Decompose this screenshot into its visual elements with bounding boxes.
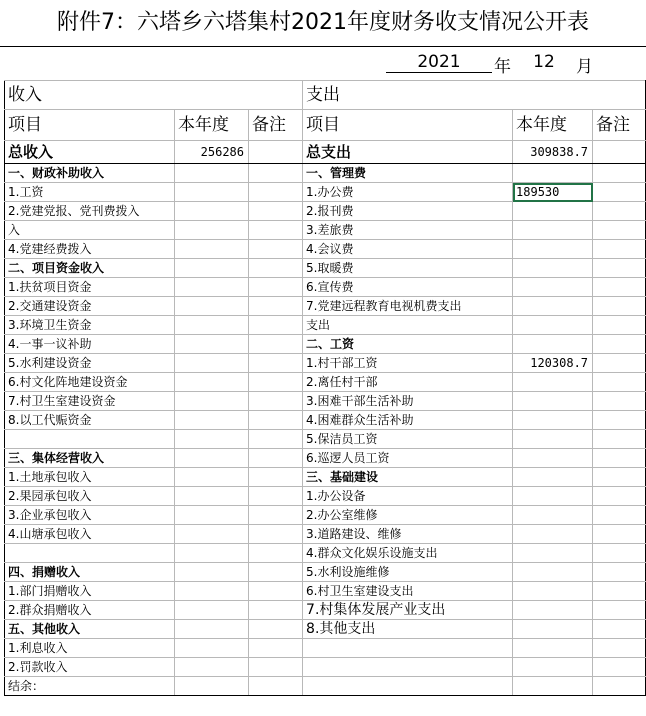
report-year: 2021 xyxy=(386,52,492,73)
expense-total-label[interactable]: 总支出 xyxy=(303,141,513,164)
expense-item-cell[interactable]: 3.困难干部生活补助 xyxy=(303,392,513,411)
income-item-cell[interactable] xyxy=(5,544,175,563)
expense-amount-cell[interactable] xyxy=(513,563,593,582)
income-amount-cell[interactable] xyxy=(175,354,249,373)
table-row xyxy=(5,449,646,468)
expense-item-cell[interactable]: 二、工资 xyxy=(303,335,513,354)
table-row xyxy=(5,221,646,240)
expense-note-cell[interactable] xyxy=(593,620,646,639)
expense-amount-cell[interactable] xyxy=(513,430,593,449)
income-note-cell[interactable] xyxy=(249,582,303,601)
income-note-cell[interactable] xyxy=(249,259,303,278)
table-row xyxy=(5,601,646,620)
expense-note-cell[interactable] xyxy=(593,449,646,468)
income-total-note[interactable] xyxy=(249,141,303,164)
table-row xyxy=(5,259,646,278)
table-row xyxy=(5,582,646,601)
income-item-cell[interactable]: 入 xyxy=(5,221,175,240)
income-amount-cell[interactable] xyxy=(175,183,249,202)
income-total-label[interactable]: 总收入 xyxy=(5,141,175,164)
income-note-cell[interactable] xyxy=(249,487,303,506)
table-row xyxy=(5,677,646,696)
income-item-cell[interactable]: 1.土地承包收入 xyxy=(5,468,175,487)
expense-col-note[interactable]: 备注 xyxy=(593,110,646,141)
income-note-cell[interactable] xyxy=(249,240,303,259)
table-row xyxy=(5,335,646,354)
expense-amount-cell[interactable] xyxy=(513,202,593,221)
income-amount-cell[interactable] xyxy=(175,582,249,601)
expense-amount-cell[interactable] xyxy=(513,601,593,620)
income-item-cell[interactable]: 3.环境卫生资金 xyxy=(5,316,175,335)
income-amount-cell[interactable] xyxy=(175,506,249,525)
expense-amount-cell[interactable]: 120308.7 xyxy=(513,354,593,373)
expense-total-note[interactable] xyxy=(593,141,646,164)
column-header-row xyxy=(5,110,646,141)
expense-amount-cell[interactable] xyxy=(513,221,593,240)
expense-amount-cell[interactable] xyxy=(513,392,593,411)
expense-note-cell[interactable] xyxy=(593,183,646,202)
income-note-cell[interactable] xyxy=(249,297,303,316)
expense-amount-cell[interactable] xyxy=(513,658,593,677)
income-item-cell[interactable]: 2.罚款收入 xyxy=(5,658,175,677)
income-item-cell[interactable]: 1.工资 xyxy=(5,183,175,202)
income-item-cell[interactable]: 2.党建党报、党刊费拨入 xyxy=(5,202,175,221)
expense-note-cell[interactable] xyxy=(593,164,646,183)
expense-item-cell[interactable]: 3.差旅费 xyxy=(303,221,513,240)
expense-amount-cell[interactable] xyxy=(513,373,593,392)
expense-note-cell[interactable] xyxy=(593,316,646,335)
expense-note-cell[interactable] xyxy=(593,639,646,658)
income-note-cell[interactable] xyxy=(249,183,303,202)
income-note-cell[interactable] xyxy=(249,278,303,297)
table-row xyxy=(5,563,646,582)
table-row xyxy=(5,620,646,639)
expense-item-cell[interactable]: 8.其他支出 xyxy=(303,620,513,639)
expense-amount-cell[interactable]: 189530 xyxy=(513,183,593,202)
table-row xyxy=(5,430,646,449)
income-amount-cell[interactable] xyxy=(175,677,249,696)
income-amount-cell[interactable] xyxy=(175,411,249,430)
income-note-cell[interactable] xyxy=(249,411,303,430)
income-item-cell[interactable]: 1.部门捐赠收入 xyxy=(5,582,175,601)
income-amount-cell[interactable] xyxy=(175,392,249,411)
income-item-cell[interactable]: 1.扶贫项目资金 xyxy=(5,278,175,297)
income-note-cell[interactable] xyxy=(249,202,303,221)
table-row xyxy=(5,544,646,563)
report-date xyxy=(0,52,600,78)
report-year-label: 年 xyxy=(494,57,511,77)
income-item-cell[interactable]: 4.党建经费拨入 xyxy=(5,240,175,259)
expense-note-cell[interactable] xyxy=(593,525,646,544)
table-row xyxy=(5,658,646,677)
expense-item-cell[interactable]: 6.巡逻人员工资 xyxy=(303,449,513,468)
income-note-cell[interactable] xyxy=(249,316,303,335)
expense-amount-cell[interactable] xyxy=(513,278,593,297)
finance-table xyxy=(4,80,646,696)
income-note-cell[interactable] xyxy=(249,677,303,696)
income-amount-cell[interactable] xyxy=(175,639,249,658)
table-row xyxy=(5,240,646,259)
income-amount-cell[interactable] xyxy=(175,620,249,639)
expense-col-amount[interactable]: 本年度 xyxy=(513,110,593,141)
expense-note-cell[interactable] xyxy=(593,658,646,677)
income-note-cell[interactable] xyxy=(249,392,303,411)
expense-item-cell[interactable]: 4.会议费 xyxy=(303,240,513,259)
expense-amount-cell[interactable] xyxy=(513,468,593,487)
expense-note-cell[interactable] xyxy=(593,354,646,373)
expense-note-cell[interactable] xyxy=(593,487,646,506)
income-amount-cell[interactable] xyxy=(175,601,249,620)
expense-item-cell[interactable]: 三、基础建设 xyxy=(303,468,513,487)
expense-amount-cell[interactable] xyxy=(513,487,593,506)
income-item-cell[interactable]: 8.以工代赈资金 xyxy=(5,411,175,430)
table-row xyxy=(5,392,646,411)
expense-item-cell[interactable]: 5.取暖费 xyxy=(303,259,513,278)
income-item-cell[interactable]: 2.果园承包收入 xyxy=(5,487,175,506)
income-total-value[interactable]: 256286 xyxy=(175,141,249,164)
income-amount-cell[interactable] xyxy=(175,164,249,183)
expense-note-cell[interactable] xyxy=(593,582,646,601)
expense-note-cell[interactable] xyxy=(593,430,646,449)
table-row xyxy=(5,525,646,544)
expense-item-cell[interactable]: 3.道路建设、维修 xyxy=(303,525,513,544)
expense-note-cell[interactable] xyxy=(593,240,646,259)
expense-note-cell[interactable] xyxy=(593,544,646,563)
expense-item-cell[interactable]: 5.保洁员工资 xyxy=(303,430,513,449)
expense-amount-cell[interactable] xyxy=(513,544,593,563)
income-section-label[interactable]: 收入 xyxy=(5,81,303,110)
expense-amount-cell[interactable] xyxy=(513,335,593,354)
income-item-cell[interactable]: 6.村文化阵地建设资金 xyxy=(5,373,175,392)
income-note-cell[interactable] xyxy=(249,601,303,620)
expense-note-cell[interactable] xyxy=(593,563,646,582)
expense-amount-cell[interactable] xyxy=(513,449,593,468)
expense-item-cell[interactable]: 5.水利设施维修 xyxy=(303,563,513,582)
expense-item-cell[interactable] xyxy=(303,658,513,677)
income-item-cell[interactable]: 2.群众捐赠收入 xyxy=(5,601,175,620)
table-row xyxy=(5,487,646,506)
income-note-cell[interactable] xyxy=(249,335,303,354)
income-amount-cell[interactable] xyxy=(175,449,249,468)
income-amount-cell[interactable] xyxy=(175,487,249,506)
expense-item-cell[interactable]: 7.党建远程教育电视机费支出 xyxy=(303,297,513,316)
income-item-cell[interactable]: 5.水利建设资金 xyxy=(5,354,175,373)
expense-note-cell[interactable] xyxy=(593,335,646,354)
income-amount-cell[interactable] xyxy=(175,430,249,449)
income-amount-cell[interactable] xyxy=(175,335,249,354)
income-item-cell[interactable] xyxy=(5,430,175,449)
expense-item-cell[interactable]: 4.群众文化娱乐设施支出 xyxy=(303,544,513,563)
income-note-cell[interactable] xyxy=(249,639,303,658)
expense-note-cell[interactable] xyxy=(593,506,646,525)
income-note-cell[interactable] xyxy=(249,620,303,639)
expense-amount-cell[interactable] xyxy=(513,506,593,525)
expense-item-cell[interactable]: 6.宣传费 xyxy=(303,278,513,297)
expense-amount-cell[interactable] xyxy=(513,582,593,601)
income-note-cell[interactable] xyxy=(249,525,303,544)
income-item-cell[interactable]: 4.山塘承包收入 xyxy=(5,525,175,544)
income-item-cell[interactable]: 四、捐赠收入 xyxy=(5,563,175,582)
income-item-cell[interactable]: 五、其他收入 xyxy=(5,620,175,639)
expense-note-cell[interactable] xyxy=(593,392,646,411)
sheet-title: 附件7：六塔乡六塔集村2021年度财务收支情况公开表 xyxy=(0,0,646,47)
report-month: 12 xyxy=(533,52,555,72)
expense-note-cell[interactable] xyxy=(593,297,646,316)
expense-amount-cell[interactable] xyxy=(513,316,593,335)
income-col-item[interactable]: 项目 xyxy=(5,110,175,141)
income-amount-cell[interactable] xyxy=(175,373,249,392)
expense-col-item[interactable]: 项目 xyxy=(303,110,513,141)
expense-note-cell[interactable] xyxy=(593,259,646,278)
expense-note-cell[interactable] xyxy=(593,373,646,392)
expense-item-cell[interactable]: 2.报刊费 xyxy=(303,202,513,221)
expense-note-cell[interactable] xyxy=(593,221,646,240)
income-item-cell[interactable]: 三、集体经营收入 xyxy=(5,449,175,468)
income-amount-cell[interactable] xyxy=(175,316,249,335)
expense-item-cell[interactable]: 一、管理费 xyxy=(303,164,513,183)
expense-note-cell[interactable] xyxy=(593,468,646,487)
table-row xyxy=(5,468,646,487)
expense-item-cell[interactable]: 4.困难群众生活补助 xyxy=(303,411,513,430)
income-amount-cell[interactable] xyxy=(175,202,249,221)
table-row xyxy=(5,297,646,316)
income-amount-cell[interactable] xyxy=(175,240,249,259)
report-month-label: 月 xyxy=(576,57,593,77)
income-item-cell[interactable]: 3.企业承包收入 xyxy=(5,506,175,525)
expense-item-cell[interactable]: 1.办公费 xyxy=(303,183,513,202)
income-amount-cell[interactable] xyxy=(175,468,249,487)
income-item-cell[interactable]: 一、财政补助收入 xyxy=(5,164,175,183)
expense-item-cell[interactable]: 2.离任村干部 xyxy=(303,373,513,392)
expense-note-cell[interactable] xyxy=(593,411,646,430)
income-amount-cell[interactable] xyxy=(175,525,249,544)
income-item-cell[interactable]: 7.村卫生室建设资金 xyxy=(5,392,175,411)
income-col-amount[interactable]: 本年度 xyxy=(175,110,249,141)
income-note-cell[interactable] xyxy=(249,373,303,392)
expense-amount-cell[interactable] xyxy=(513,297,593,316)
expense-section-label[interactable]: 支出 xyxy=(303,81,646,110)
table-row xyxy=(5,202,646,221)
table-row xyxy=(5,373,646,392)
income-item-cell[interactable]: 4.一事一议补助 xyxy=(5,335,175,354)
income-item-cell[interactable]: 二、项目资金收入 xyxy=(5,259,175,278)
income-amount-cell[interactable] xyxy=(175,297,249,316)
income-note-cell[interactable] xyxy=(249,658,303,677)
expense-item-cell[interactable]: 1.村干部工资 xyxy=(303,354,513,373)
expense-amount-cell[interactable] xyxy=(513,639,593,658)
income-item-cell[interactable]: 2.交通建设资金 xyxy=(5,297,175,316)
expense-amount-cell[interactable] xyxy=(513,240,593,259)
table-row xyxy=(5,183,646,202)
income-note-cell[interactable] xyxy=(249,544,303,563)
income-note-cell[interactable] xyxy=(249,354,303,373)
expense-item-cell[interactable]: 1.办公设备 xyxy=(303,487,513,506)
income-amount-cell[interactable] xyxy=(175,658,249,677)
table-row xyxy=(5,164,646,183)
section-header-row xyxy=(5,81,646,110)
table-row xyxy=(5,639,646,658)
income-amount-cell[interactable] xyxy=(175,278,249,297)
expense-amount-cell[interactable] xyxy=(513,411,593,430)
expense-note-cell[interactable] xyxy=(593,202,646,221)
income-note-cell[interactable] xyxy=(249,221,303,240)
expense-item-cell[interactable] xyxy=(303,677,513,696)
expense-item-cell[interactable]: 支出 xyxy=(303,316,513,335)
income-note-cell[interactable] xyxy=(249,506,303,525)
table-row xyxy=(5,278,646,297)
table-row xyxy=(5,354,646,373)
expense-note-cell[interactable] xyxy=(593,278,646,297)
income-amount-cell[interactable] xyxy=(175,221,249,240)
income-amount-cell[interactable] xyxy=(175,544,249,563)
income-note-cell[interactable] xyxy=(249,449,303,468)
table-row xyxy=(5,506,646,525)
income-note-cell[interactable] xyxy=(249,430,303,449)
expense-amount-cell[interactable] xyxy=(513,259,593,278)
income-note-cell[interactable] xyxy=(249,563,303,582)
income-amount-cell[interactable] xyxy=(175,259,249,278)
total-row xyxy=(5,141,646,164)
income-amount-cell[interactable] xyxy=(175,563,249,582)
expense-note-cell[interactable] xyxy=(593,677,646,696)
expense-amount-cell[interactable] xyxy=(513,525,593,544)
income-note-cell[interactable] xyxy=(249,468,303,487)
income-note-cell[interactable] xyxy=(249,164,303,183)
table-row xyxy=(5,316,646,335)
income-item-cell[interactable]: 结余： xyxy=(5,677,175,696)
expense-amount-cell[interactable] xyxy=(513,164,593,183)
income-col-note[interactable]: 备注 xyxy=(249,110,303,141)
expense-item-cell[interactable]: 7.村集体发展产业支出 xyxy=(303,601,513,620)
expense-total-value[interactable]: 309838.7 xyxy=(513,141,593,164)
expense-item-cell[interactable]: 6.村卫生室建设支出 xyxy=(303,582,513,601)
expense-item-cell[interactable] xyxy=(303,639,513,658)
income-item-cell[interactable]: 1.利息收入 xyxy=(5,639,175,658)
table-row xyxy=(5,411,646,430)
expense-amount-cell[interactable] xyxy=(513,620,593,639)
expense-amount-cell[interactable] xyxy=(513,677,593,696)
expense-note-cell[interactable] xyxy=(593,601,646,620)
expense-item-cell[interactable]: 2.办公室维修 xyxy=(303,506,513,525)
